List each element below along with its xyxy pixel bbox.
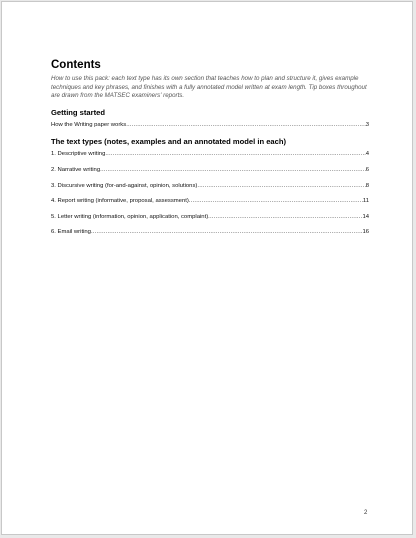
toc-dot-leader bbox=[105, 151, 365, 158]
document-page bbox=[1, 1, 413, 535]
toc-entry[interactable] bbox=[51, 229, 369, 236]
toc-entry[interactable] bbox=[51, 122, 369, 129]
contents-section bbox=[51, 58, 369, 245]
section-heading-text-types: The text types (notes, examples and an annotated model in each) bbox=[51, 137, 287, 147]
toc-entry[interactable] bbox=[51, 183, 369, 190]
toc-entry[interactable] bbox=[51, 167, 369, 174]
toc-entry-page: 4 bbox=[365, 151, 369, 158]
toc-entry-page: 3 bbox=[365, 121, 369, 128]
toc-dot-leader bbox=[189, 198, 363, 205]
toc-entry-page: 14 bbox=[362, 213, 369, 220]
toc-entry-label: 6. Email writing bbox=[51, 229, 91, 236]
toc-entry-label: 2. Narrative writing bbox=[51, 166, 101, 173]
toc-entry-page: 11 bbox=[362, 198, 369, 205]
toc-entry-page: 6 bbox=[365, 166, 369, 173]
toc-entry-page: 16 bbox=[362, 229, 369, 236]
toc-dot-leader bbox=[126, 122, 366, 129]
toc-dot-leader bbox=[91, 229, 363, 236]
toc-entry[interactable] bbox=[51, 214, 369, 221]
section-heading-getting-started: Getting started bbox=[51, 107, 106, 117]
toc-dot-leader bbox=[100, 167, 366, 174]
toc-dot-leader bbox=[208, 214, 362, 221]
toc-entry[interactable] bbox=[51, 198, 369, 205]
toc-entry-label: How the Writing paper works bbox=[51, 121, 127, 128]
intro-paragraph: How to use this pack: each text type has its own section that teaches how to plan and structure it, gives example techniques and key phrases, and finishes with a fully annotated model written at exam length. Tip boxes throughout are drawn from the MATSEC examiners' reports. bbox=[51, 75, 367, 100]
page-number: 2 bbox=[364, 510, 368, 516]
toc-entry-label: 4. Report writing (informative, proposal, assessment) bbox=[51, 198, 189, 205]
toc-entry-page: 8 bbox=[365, 182, 369, 189]
toc-dot-leader bbox=[197, 183, 365, 190]
toc-entry-label: 1. Descriptive writing bbox=[51, 151, 106, 158]
toc-entry-label: 3. Discursive writing (for-and-against, opinion, solutions) bbox=[51, 182, 198, 189]
toc-entry-label: 5. Letter writing (information, opinion, application, complaint) bbox=[51, 213, 209, 220]
toc-entry[interactable] bbox=[51, 151, 369, 158]
page-title: Contents bbox=[51, 59, 101, 71]
